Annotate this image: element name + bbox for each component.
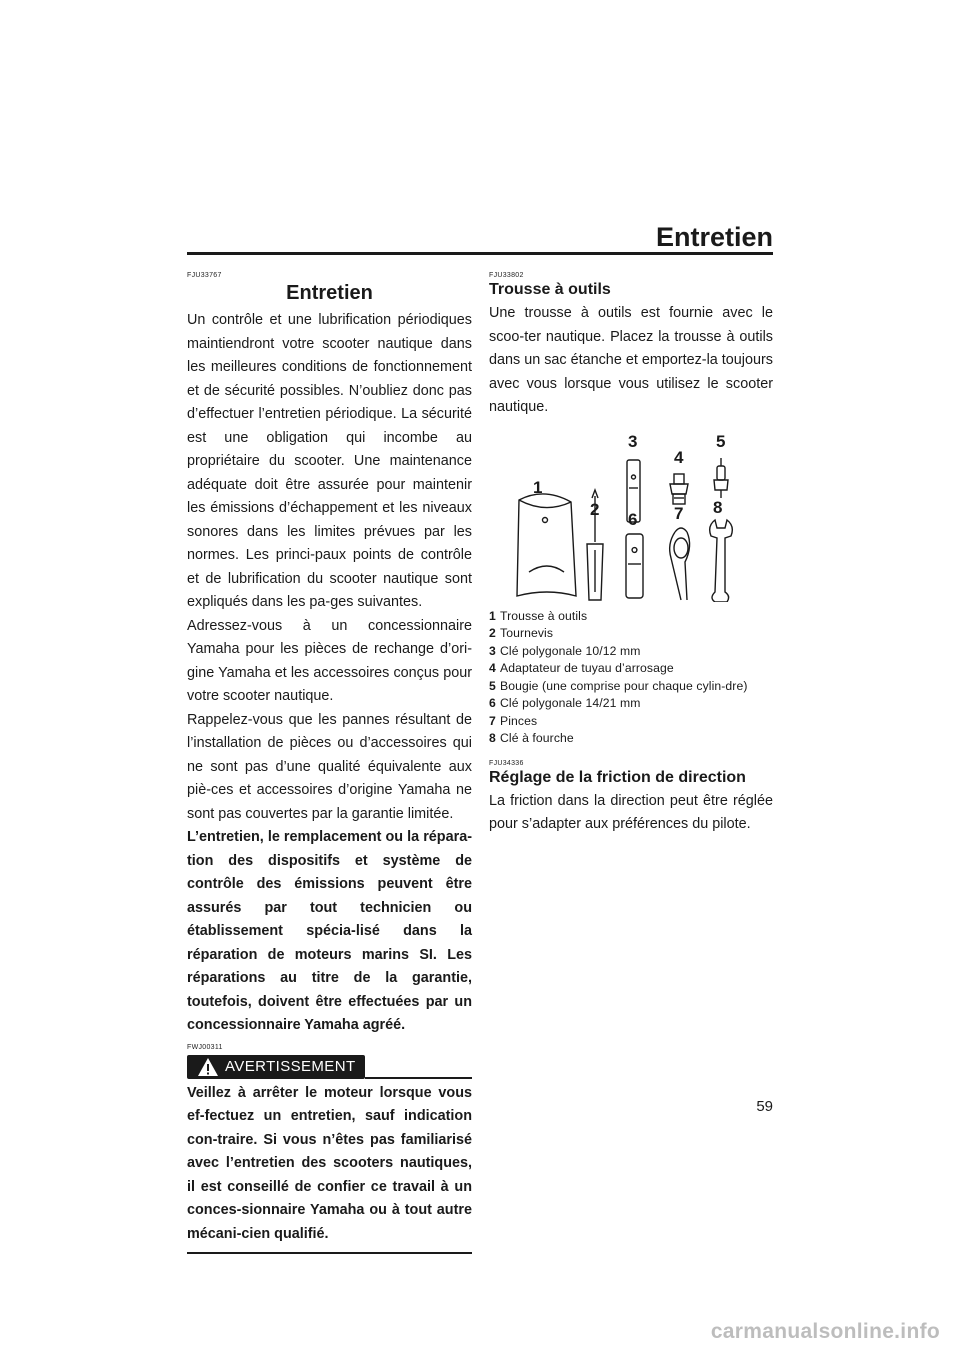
warning-triangle-icon [197,1057,219,1077]
section-code-toolkit: FJU33802 [489,272,524,279]
paragraph-dealer: Adressez-vous à un concessionnaire Yamaha pour les pièces de rechange d’ori-gine Yamaha et les accessoires conçus pour votre scooter nautique. [187,617,472,704]
toolkit-figure [489,432,773,602]
watermark: carmanualsonline.info [710,1320,940,1343]
figure-label-6: 6 [628,509,638,529]
warning-bottom-rule [187,1252,472,1254]
paragraph-steering: La friction dans la direction peut être réglée pour s’adapter aux préférences du pilote. [489,792,773,832]
page-title: Entretien [655,222,773,252]
warning-text: Veillez à arrêter le moteur lorsque vous ef-fectuez un entretien, sauf indication con-traire. Si vous n’êtes pas familiarisé avec l’entretien des scooters nautiques, il est conseillé de confier ce travail à un conces-sionnaire Yamaha ou à tout autre mécani-cien qualifié. [187,1084,472,1242]
figure-label-4: 4 [674,447,684,467]
warning-badge [187,1055,365,1079]
tool-pouch-icon [517,493,576,595]
legend-item: 5 Bougie (une comprise pour chaque cylin-dre) [489,678,748,693]
section-heading-steering: Réglage de la friction de direction [489,768,746,786]
figure-label-5: 5 [716,431,726,451]
header-rule [187,252,773,255]
section-code: FJU33767 [187,272,222,279]
left-column [187,272,472,1254]
spark-plug-icon [714,458,728,498]
section-heading-toolkit: Trousse à outils [489,281,611,298]
page-number: 59 [756,1098,773,1115]
pliers-icon [670,528,690,600]
box-wrench-14-21-icon [626,534,643,598]
warning-top-rule [365,1077,472,1079]
paragraph-warranty: Rappelez-vous que les pannes résultant de l’installation de pièces ou d’accessoires qui ne sont pas d’une qualité équivalente aux piè-ces et accessoires d’origine Yamaha ne sont pas couvertes par la garantie limitée. [187,711,472,822]
legend-item: 7 Pinces [489,713,538,728]
legend-item: 2 Tournevis [489,626,554,640]
hose-adapter-icon [670,474,688,504]
section-code-steering: FJU34336 [489,759,524,767]
warning-label: AVERTISSEMENT [225,1058,356,1075]
legend-item: 4 Adaptateur de tuyau d’arrosage [489,661,674,675]
paragraph-emissions: L’entretien, le remplacement ou la répara-tion des dispositifs et système de contrôle des émissions peuvent être assurés par tout technicien ou établissement spécia-lisé dans la réparation de moteurs marins SI. Les réparations au titre de la garantie, toutefois, doivent être effectuées par un concessionnaire Yamaha agréé. [187,829,472,1033]
legend-item: 8 Clé à fourche [489,731,574,745]
legend-item: 6 Clé polygonale 14/21 mm [489,696,641,710]
warning-code: FWJ00311 [187,1043,223,1051]
open-end-wrench-icon [710,520,733,602]
legend-item: 1 Trousse à outils [489,608,588,623]
figure-label-1: 1 [533,477,543,497]
section-heading-entretien: Entretien [286,282,373,304]
figure-label-8: 8 [713,497,723,517]
warning-header [187,1055,472,1079]
right-column [489,272,773,837]
figure-label-2: 2 [590,499,600,519]
figure-label-3: 3 [628,431,638,451]
figure-legend [489,608,773,748]
paragraph-toolkit: Une trousse à outils est fournie avec le scoo-ter nautique. Placez la trousse à outils dans un sac étanche et emportez-la toujours avec vous lorsque vous utilisez le scooter nautique. [489,305,773,415]
legend-item: 3 Clé polygonale 10/12 mm [489,643,641,658]
paragraph-intro: Un contrôle et une lubrification périodiques maintiendront votre scooter nautique dans les meilleures conditions de fonctionnement et de sécurité possibles. N’oubliez donc pas d’effectuer l’entretien périodique. La sécurité est une obligation qui incombe au propriétaire du scooter. Une maintenance adéquate doit être assurée pour maintenir les émissions d’échappement et les niveaux sonores dans les limites prévues par les normes. Les princi-paux points de contrôle et de lubrification du scooter nautique sont expliqués dans les pa-ges suivantes. [187,312,472,610]
figure-label-7: 7 [674,503,684,523]
